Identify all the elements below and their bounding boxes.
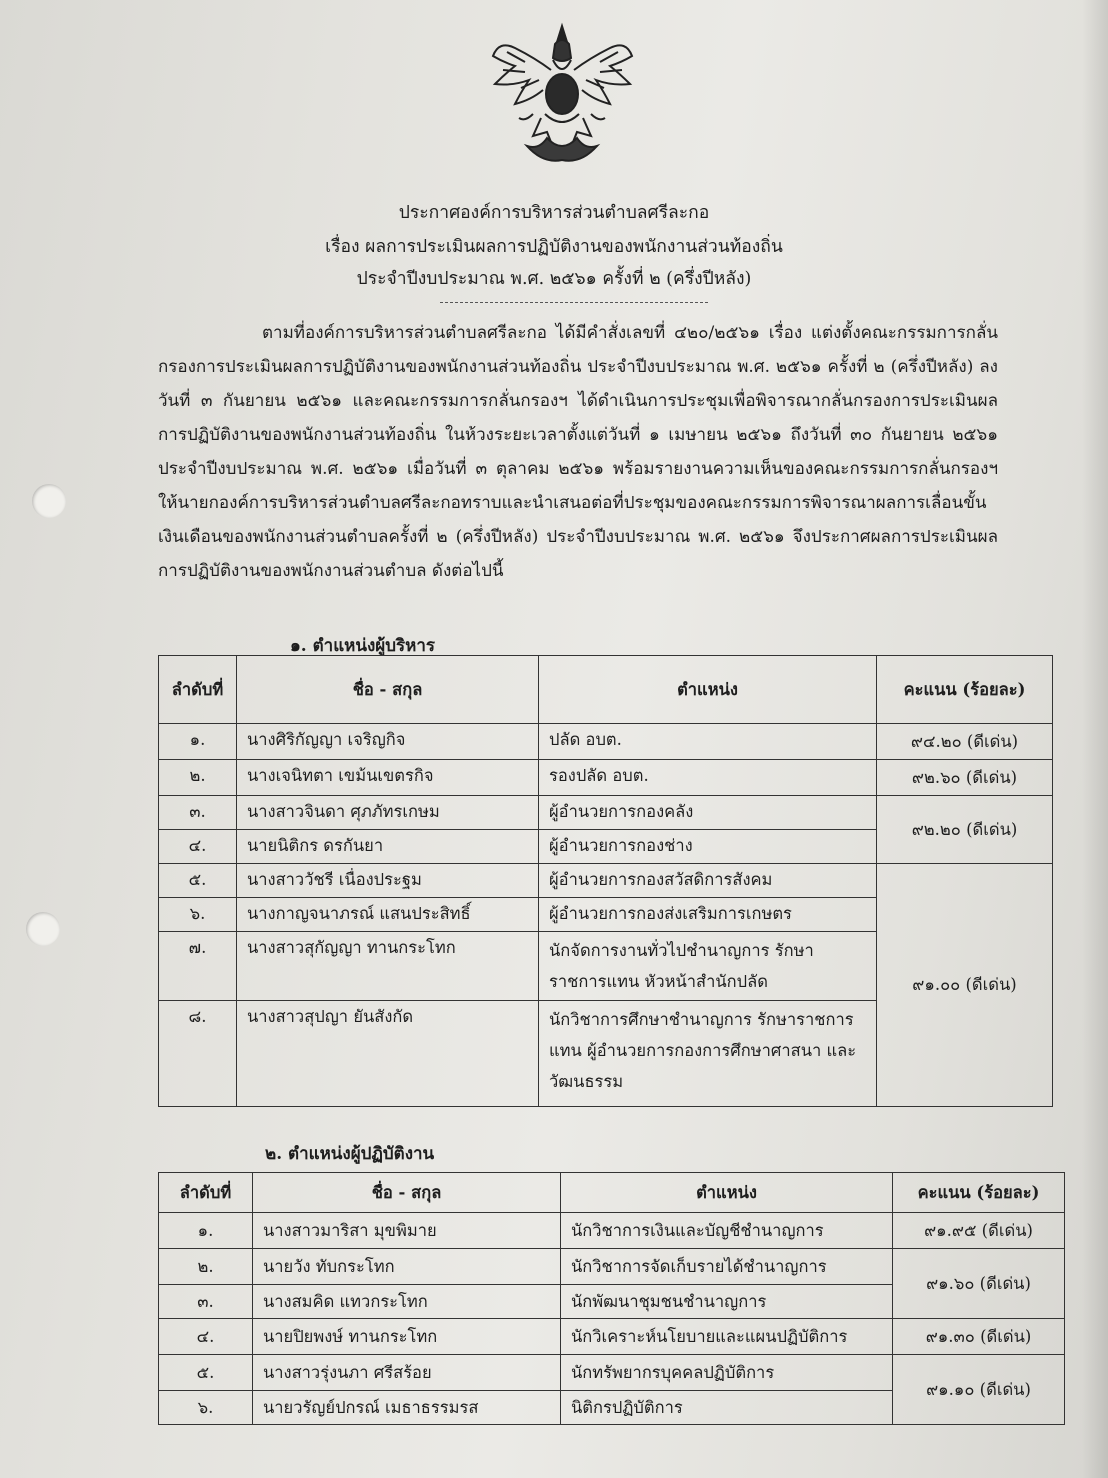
row-name: นางสาวมาริสา มุขพิมาย <box>253 1213 561 1249</box>
row-name: นางเจนิทตา เขม้นเขตรกิจ <box>237 760 539 796</box>
row-position: นักพัฒนาชุมชนชำนาญการ <box>561 1285 893 1319</box>
row-position: ผู้อำนวยการกองส่งเสริมการเกษตร <box>539 898 877 932</box>
row-name: นางสาวสุกัญญา ทานกระโทก <box>237 932 539 1001</box>
row-name: นายปิยพงษ์ ทานกระโทก <box>253 1319 561 1355</box>
row-no: ๖. <box>159 898 237 932</box>
row-name: นางสาวสุปญา ยันสังกัด <box>237 1001 539 1107</box>
row-score: ๙๒.๖๐ (ดีเด่น) <box>877 760 1053 796</box>
row-name: นางสาววัชรี เนื่องประฐม <box>237 864 539 898</box>
row-no: ๒. <box>159 1249 253 1285</box>
table-row <box>159 724 1053 760</box>
row-score: ๙๑.๙๕ (ดีเด่น) <box>893 1213 1065 1249</box>
row-name: นายวัง ทับกระโทก <box>253 1249 561 1285</box>
row-score: ๙๑.๐๐ (ดีเด่น) <box>877 864 1053 1107</box>
row-position: นักทรัพยากรบุคคลปฏิบัติการ <box>561 1355 893 1391</box>
staff-table <box>158 1172 1065 1425</box>
col-header-name: ชื่อ - สกุล <box>253 1173 561 1213</box>
row-score: ๙๑.๖๐ (ดีเด่น) <box>893 1249 1065 1319</box>
row-no: ๔. <box>159 1319 253 1355</box>
row-no: ๕. <box>159 864 237 898</box>
table-row <box>159 760 1053 796</box>
row-position: ปลัด อบต. <box>539 724 877 760</box>
heading-line-1: ประกาศองค์การบริหารส่วนตำบลศรีละกอ <box>398 203 710 223</box>
table-row <box>159 1249 1065 1285</box>
row-position: นักวิเคราะห์นโยบายและแผนปฏิบัติการ <box>561 1319 893 1355</box>
row-position: นิติกรปฏิบัติการ <box>561 1391 893 1425</box>
col-header-name: ชื่อ - สกุล <box>237 656 539 724</box>
row-position: ผู้อำนวยการกองสวัสดิการสังคม <box>539 864 877 898</box>
row-score: ๙๒.๒๐ (ดีเด่น) <box>877 796 1053 864</box>
row-no: ๓. <box>159 796 237 830</box>
divider <box>440 302 708 303</box>
row-name: นางสาวจินดา ศุภภัทรเกษม <box>237 796 539 830</box>
col-header-position: ตำแหน่ง <box>561 1173 893 1213</box>
table-row <box>159 796 1053 830</box>
executive-table <box>158 655 1053 1107</box>
row-no: ๗. <box>159 932 237 1001</box>
table-row <box>159 1319 1065 1355</box>
row-position: ผู้อำนวยการกองคลัง <box>539 796 877 830</box>
row-score: ๙๑.๑๐ (ดีเด่น) <box>893 1355 1065 1425</box>
row-name: นายวรัญย์ปกรณ์ เมธาธรรมรส <box>253 1391 561 1425</box>
col-header-no: ลำดับที่ <box>159 656 237 724</box>
row-no: ๘. <box>159 1001 237 1107</box>
row-no: ๕. <box>159 1355 253 1391</box>
col-header-position: ตำแหน่ง <box>539 656 877 724</box>
row-score: ๙๑.๓๐ (ดีเด่น) <box>893 1319 1065 1355</box>
row-position: รองปลัด อบต. <box>539 760 877 796</box>
col-header-score: คะแนน (ร้อยละ) <box>877 656 1053 724</box>
section-2-title: ๒. ตำแหน่งผู้ปฏิบัติงาน <box>265 1144 435 1164</box>
row-position: นักจัดการงานทั่วไปชำนาญการ รักษาราชการแทน หัวหน้าสำนักปลัด <box>539 932 877 1001</box>
table-row <box>159 1355 1065 1391</box>
row-name: นางศิริกัญญา เจริญกิจ <box>237 724 539 760</box>
row-position: นักวิชาการจัดเก็บรายได้ชำนาญการ <box>561 1249 893 1285</box>
punch-hole <box>32 484 66 518</box>
col-header-score: คะแนน (ร้อยละ) <box>893 1173 1065 1213</box>
row-name: นางสาวรุ่งนภา ศรีสร้อย <box>253 1355 561 1391</box>
row-no: ๑. <box>159 1213 253 1249</box>
table-row <box>159 864 1053 898</box>
row-position: นักวิชาการเงินและบัญชีชำนาญการ <box>561 1213 893 1249</box>
garuda-emblem-icon <box>485 18 640 168</box>
col-header-no: ลำดับที่ <box>159 1173 253 1213</box>
row-no: ๑. <box>159 724 237 760</box>
row-name: นางสมคิด แทวกระโทก <box>253 1285 561 1319</box>
body-paragraph: ตามที่องค์การบริหารส่วนตำบลศรีละกอ ได้มีคำสั่งเลขที่ ๔๒๐/๒๕๖๑ เรื่อง แต่งตั้งคณะกรรมการกลั่นกรองการประเมินผลการปฏิบัติงานของพนักงานส่วนท้องถิ่น ประจำปีงบประมาณ พ.ศ. ๒๕๖๑ ครั้งที่ ๒ (ครึ่งปีหลัง) ลงวันที่ ๓ กันยายน ๒๕๖๑ และคณะกรรมการกลั่นกรองฯ ได้ดำเนินการประชุมเพื่อพิจารณากลั่นกรองการประเมินผลการปฏิบัติงานของพนักงานส่วนท้องถิ่น ในห้วงระยะเวลาตั้งแต่วันที่ ๑ เมษายน ๒๕๖๑ ถึงวันที่ ๓๐ กันยายน ๒๕๖๑ ประจำปีงบประมาณ พ.ศ. ๒๕๖๑ เมื่อวันที่ ๓ ตุลาคม ๒๕๖๑ พร้อมรายงานความเห็นของคณะกรรมการกลั่นกรองฯ ให้นายกองค์การบริหารส่วนตำบลศรีละกอทราบและนำเสนอต่อที่ประชุมของคณะกรรมการพิจารณาผลการเลื่อนขั้นเงินเดือนของพนักงานส่วนตำบลครั้งที่ ๒ (ครึ่งปีหลัง) ประจำปีงบประมาณ พ.ศ. ๒๕๖๑ จึงประกาศผลการประเมินผลการปฏิบัติงานของพนักงานส่วนตำบล ดังต่อไปนี้ <box>158 323 998 581</box>
section-1-title: ๑. ตำแหน่งผู้บริหาร <box>290 636 436 656</box>
row-no: ๖. <box>159 1391 253 1425</box>
row-position: ผู้อำนวยการกองช่าง <box>539 830 877 864</box>
row-no: ๓. <box>159 1285 253 1319</box>
punch-hole <box>26 912 60 946</box>
row-no: ๒. <box>159 760 237 796</box>
row-no: ๔. <box>159 830 237 864</box>
table-row <box>159 1213 1065 1249</box>
heading-line-3: ประจำปีงบประมาณ พ.ศ. ๒๕๖๑ ครั้งที่ ๒ (ครึ่งปีหลัง) <box>356 269 752 289</box>
heading-line-2: เรื่อง ผลการประเมินผลการปฏิบัติงานของพนักงานส่วนท้องถิ่น <box>325 237 783 257</box>
row-name: นางกาญจนาภรณ์ แสนประสิทธิ์ <box>237 898 539 932</box>
row-score: ๙๔.๒๐ (ดีเด่น) <box>877 724 1053 760</box>
row-position: นักวิชาการศึกษาชำนาญการ รักษาราชการแทน ผู้อำนวยการกองการศึกษาศาสนา และวัฒนธรรม <box>539 1001 877 1107</box>
row-name: นายนิติกร ดรกันยา <box>237 830 539 864</box>
